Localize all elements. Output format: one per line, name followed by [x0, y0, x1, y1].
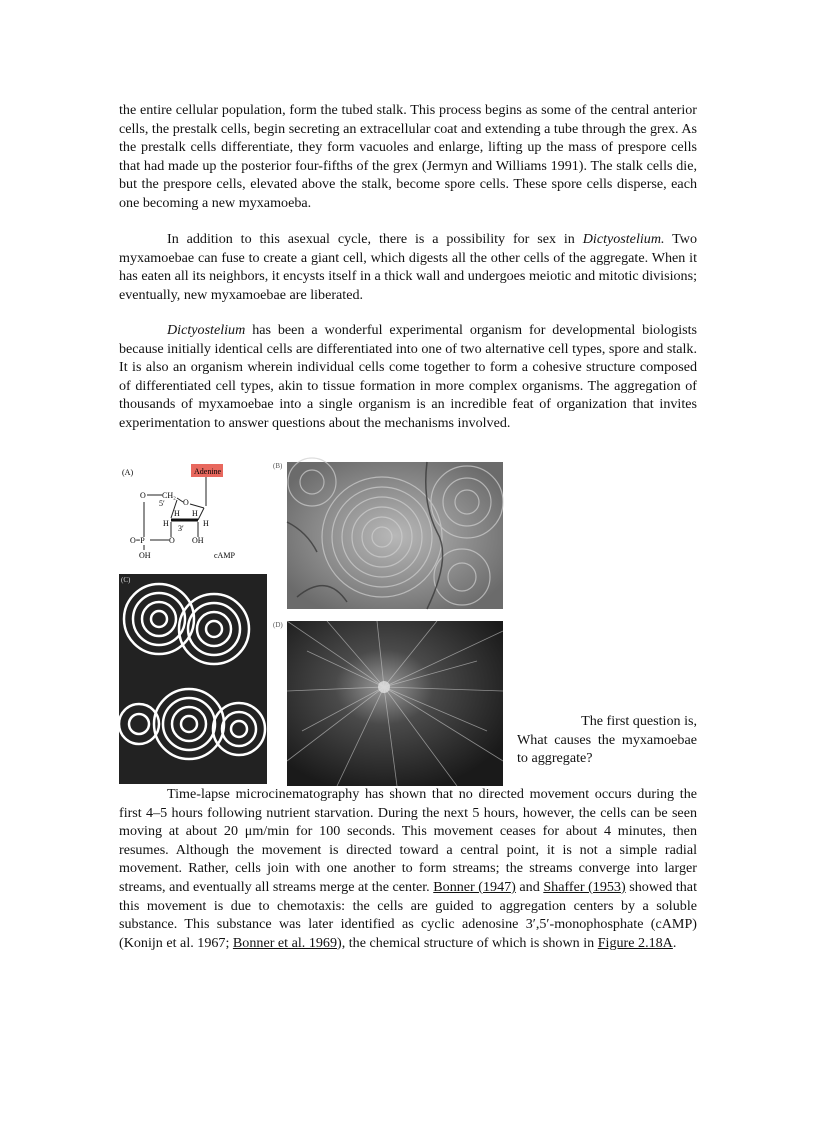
panel-c-image	[119, 574, 267, 784]
n5-label: 5′	[159, 499, 165, 508]
h-label-3: H	[163, 519, 169, 528]
panel-d-image	[273, 621, 503, 786]
adenine-label: Adenine	[194, 467, 222, 476]
paragraph-1: the entire cellular population, form the tubed stalk. This process begins as some of the central anterior cells, the prestalk cells, begin secreting an extracellular coat and extending a tube through the grex. As the prestalk cells differentiate, they form vacuoles and enlarge, lifting up the mass of prespore cells that had made up the posterior four-fifths of the grex (Jermyn and Williams 1991). The stalk cells die, but the prespore cells, elevated above the stalk, become spore cells. These spore cells disperse, each one becoming a new myxamoeba.	[119, 102, 697, 211]
panel-b-label: (B)	[273, 462, 283, 470]
o-left: O	[140, 491, 146, 500]
phosphate-group: O=P	[130, 536, 145, 545]
panel-a-camp-structure	[119, 458, 269, 568]
oh-right: OH	[192, 536, 204, 545]
ref-figure-2-18a[interactable]: Figure 2.18A	[597, 934, 673, 951]
h-label-2: H	[192, 509, 198, 518]
paragraph-4-side: The first question is, What causes the myxamoebae to aggregate?	[517, 713, 697, 767]
ref-bonner-1969[interactable]: Bonner et al. 1969	[232, 934, 338, 951]
paragraph-2: In addition to this asexual cycle, there is a possibility for sex in Dictyostelium. Two myxamoebae can fuse to create a giant cell, which digests all the other cells of the aggregate. When it has eaten all its neighbors, it encysts itself in a thick wall and undergoes meiotic and mitotic divisions; eventually, new myxamoebae are liberated.	[119, 231, 697, 303]
panel-a-label: (A)	[122, 468, 134, 477]
figure-2-18	[119, 458, 505, 786]
h-label-1: H	[174, 509, 180, 518]
paragraph-3: Dictyostelium has been a wonderful experimental organism for developmental biologists because initially identical cells are differentiated into one of two alternative cell types, spore and stalk. It is also an organism wherein individual cells come together to form a cohesive structure composed of differentiated cell types, akin to tissue formation in more complex organisms. The aggregation of thousands of myxamoebae into a single organism is an incredible feat of organization that invites experimentation to answer questions about the mechanisms involved.	[119, 322, 697, 431]
o-ring: O	[183, 498, 189, 507]
h-label-4: H	[203, 519, 209, 528]
ref-bonner-1947[interactable]: Bonner (1947)	[433, 878, 516, 895]
panel-d-label: (D)	[273, 621, 283, 629]
camp-label: cAMP	[214, 551, 235, 560]
oh-left: OH	[139, 551, 151, 560]
o-bottom: O	[169, 536, 175, 545]
panel-c-label: (C)	[121, 576, 131, 584]
n3-label: 3′	[178, 524, 184, 533]
ch2-label: CH₂	[162, 491, 176, 500]
ref-shaffer-1953[interactable]: Shaffer (1953)	[543, 878, 626, 895]
panel-b-image	[273, 462, 503, 609]
paragraph-5: Time-lapse microcinematography has shown that no directed movement occurs during the first 4–5 hours following nutrient starvation. During the next 5 hours, however, the cells can be seen moving at about 20 μm/min for 100 seconds. This movement ceases for about 4 minutes, then resumes. Although the movement is directed toward a central point, it is not a simple radial movement. Rather, cells join with one another to form streams; the streams converge into larger streams, and eventually all streams merge at the center. Bonner (1947) and Shaffer (1953) showed that this movement is due to chemotaxis: the cells are guided to aggregation centers by a soluble substance. This substance was later identified as cyclic adenosine 3′,5′-monophosphate (cAMP) (Konijn et al. 1967; Bonner et al. 1969), the chemical structure of which is shown in Figure 2.18A.	[119, 786, 697, 951]
